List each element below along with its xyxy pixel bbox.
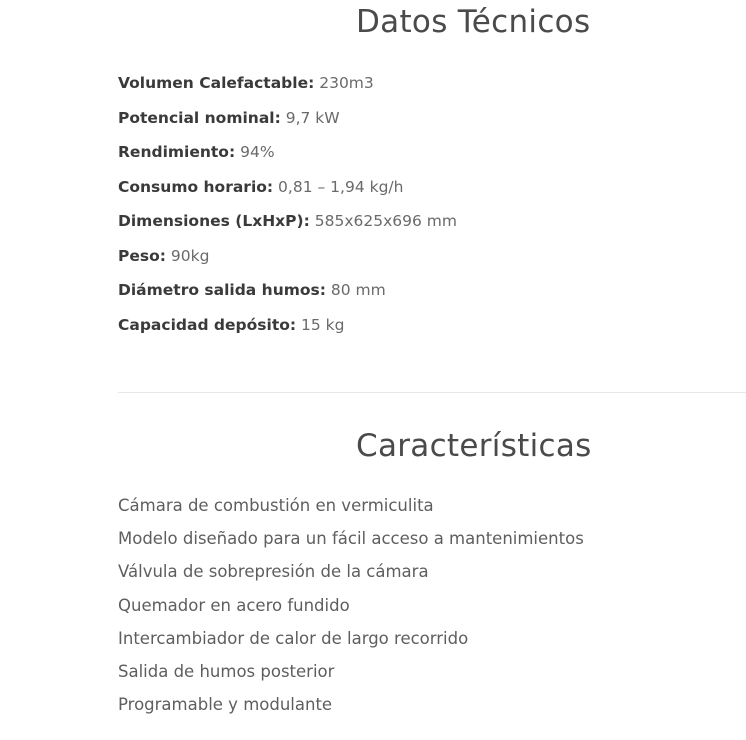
spec-label: Peso: xyxy=(118,246,166,265)
spec-value: 9,7 kW xyxy=(285,108,340,127)
feature-item: Intercambiador de calor de largo recorrido xyxy=(118,628,469,648)
feature-item: Salida de humos posterior xyxy=(118,661,335,681)
features-list xyxy=(118,489,584,721)
spec-row-tank-capacity xyxy=(118,308,457,343)
spec-row-hourly-consumption xyxy=(118,170,457,205)
spec-row-efficiency xyxy=(118,135,457,170)
spec-value: 585x625x696 mm xyxy=(314,212,457,230)
spec-value: 0,81 – 1,94 kg/h xyxy=(278,177,404,196)
spec-label: Dimensiones (LxHxP): xyxy=(118,212,310,230)
feature-item: Válvula de sobrepresión de la cámara xyxy=(118,562,429,582)
technical-data-title: Datos Técnicos xyxy=(356,4,591,40)
spec-row-flue-diameter xyxy=(118,273,457,308)
spec-value: 15 kg xyxy=(301,315,345,334)
spec-row-heating-volume xyxy=(118,66,457,101)
spec-row-dimensions xyxy=(118,204,457,239)
technical-data-list xyxy=(118,66,457,342)
spec-value: 80 mm xyxy=(330,281,386,299)
spec-label: Volumen Calefactable: xyxy=(118,74,315,92)
feature-item: Cámara de combustión en vermiculita xyxy=(118,496,434,515)
spec-label: Potencial nominal: xyxy=(118,108,281,127)
features-title: Características xyxy=(356,428,592,464)
feature-item: Modelo diseñado para un fácil acceso a mantenimientos xyxy=(118,529,584,549)
section-divider xyxy=(118,392,746,393)
spec-label: Capacidad depósito: xyxy=(118,315,297,334)
spec-row-nominal-power xyxy=(118,101,457,136)
spec-row-weight xyxy=(118,239,457,274)
spec-label: Rendimiento: xyxy=(118,143,236,161)
spec-label: Diámetro salida humos: xyxy=(118,281,326,299)
feature-item: Quemador en acero fundido xyxy=(118,595,350,615)
spec-value: 94% xyxy=(240,143,275,161)
spec-value: 90kg xyxy=(170,246,210,265)
spec-label: Consumo horario: xyxy=(118,177,274,196)
feature-item: Programable y modulante xyxy=(118,695,333,715)
spec-value: 230m3 xyxy=(319,74,374,92)
